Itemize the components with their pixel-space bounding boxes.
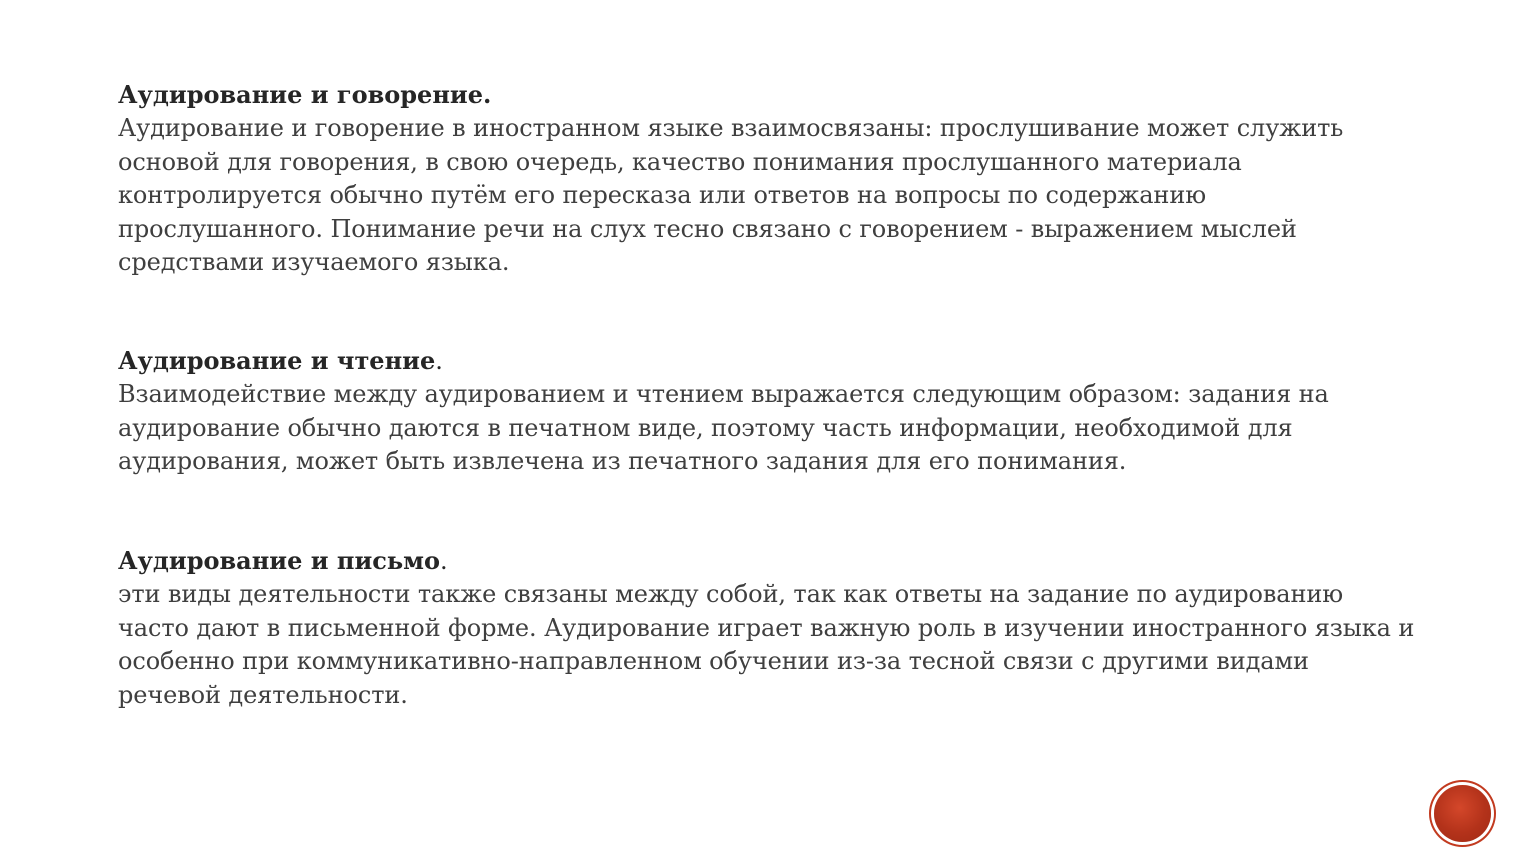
heading-text: Аудирование и письмо [118,546,440,575]
section-paragraph: Аудирование и говорение в иностранном языке взаимосвязаны: прослушивание может служить основой для говорения, в свою очередь, качество понимания прослушанного материала контролируется обычно путём его пересказа или ответов на вопросы по содержанию прослушанного. Понимание речи на слух тесно связано с говорением - выражением мыслей средствами изучаемого языка. [118,114,1344,277]
section-listening-reading [118,344,1418,479]
section-heading [118,78,1418,112]
section-paragraph: Взаимодействие между аудированием и чтением выражается следующим образом: задания на аудирование обычно даются в печатном виде, поэтому часть информации, необходимой для аудирования, может быть извлечена из печатного задания для его понимания. [118,380,1329,476]
section-listening-speaking [118,78,1418,280]
section-heading [118,344,1418,378]
section-heading [118,544,1418,578]
heading-suffix: . [440,547,448,575]
circle-nav-button[interactable] [1434,785,1491,842]
section-paragraph: эти виды деятельности также связаны между собой, так как ответы на задание по аудированию часто дают в письменной форме. Аудирование играет важную роль в изучении иностранного языка и особенно при коммуникативно-направленном обучении из-за тесной связи с другими видами речевой деятельности. [118,580,1415,709]
heading-text: Аудирование и чтение [118,346,436,375]
heading-suffix: . [435,347,443,375]
heading-text: Аудирование и говорение. [118,80,492,109]
section-listening-writing [118,544,1418,712]
